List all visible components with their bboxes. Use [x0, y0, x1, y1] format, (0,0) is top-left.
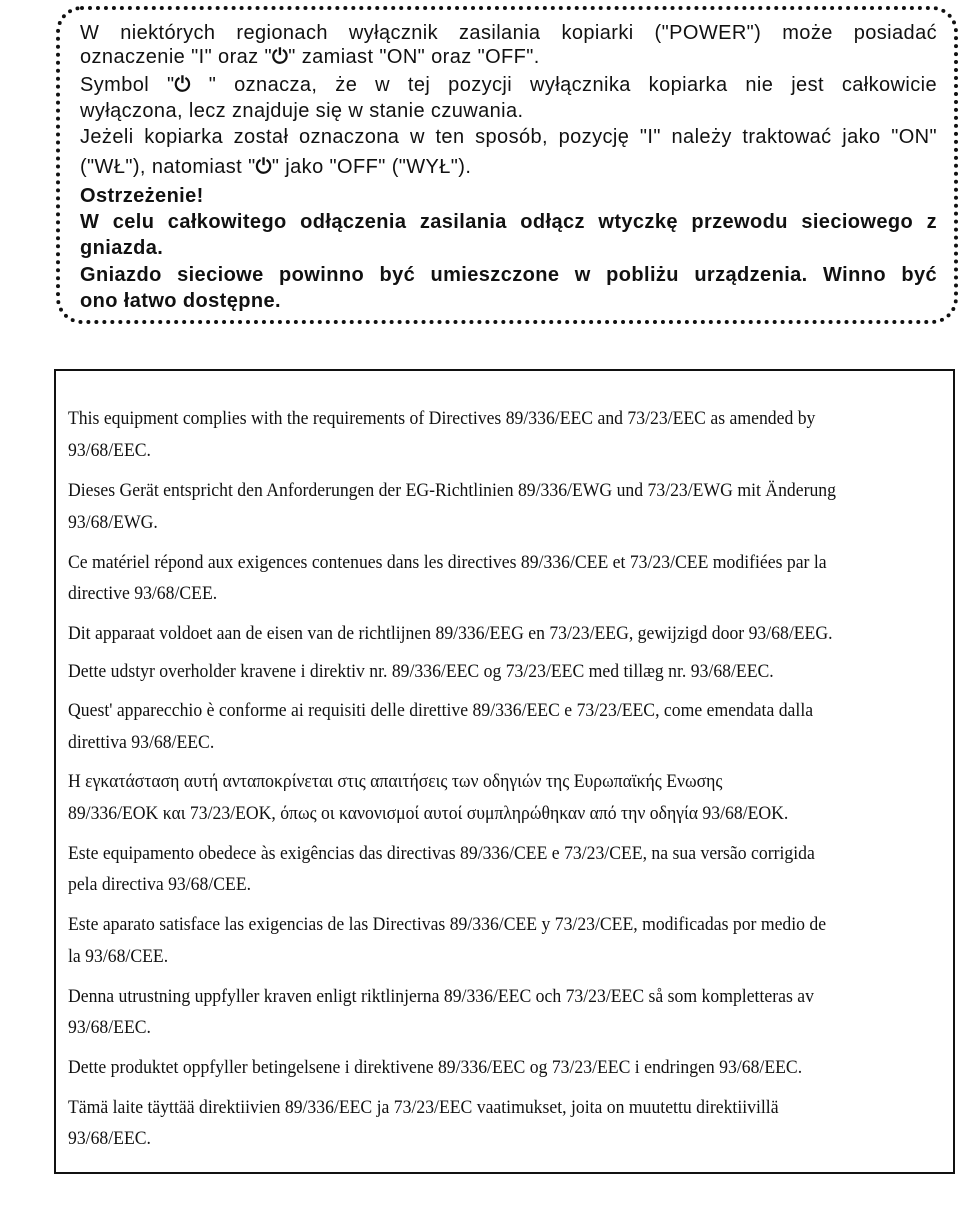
- directive-line: 93/68/EEC.: [68, 1017, 151, 1038]
- power-standby-icon: ⏻: [272, 46, 289, 68]
- notice-line: wyłączona, lecz znajduje się w stanie czuwania.: [80, 100, 524, 122]
- directive-line: 93/68/EWG.: [68, 512, 158, 533]
- directive-line: direttiva 93/68/EEC.: [68, 732, 215, 753]
- directive-line: Η εγκατάσταση αυτή ανταποκρίνεται στις απαιτήσεις των οδηγιών της Ευρωπαϊκής Ενωσης: [68, 771, 723, 792]
- notice-line: oznaczenie "I" oraz "⏻" zamiast "ON" oraz "OFF".: [80, 46, 540, 68]
- directive-line: Dette udstyr overholder kravene i direktiv nr. 89/336/EEC og 73/23/EEC med tillæg nr. 93/68/EEC.: [68, 661, 774, 682]
- power-standby-icon: ⏻: [255, 156, 272, 178]
- directive-line: 93/68/EEC.: [68, 440, 151, 461]
- warning-line: gniazda.: [80, 237, 164, 259]
- directive-line: Este aparato satisface las exigencias de las Directivas 89/336/CEE y 73/23/CEE, modificadas por medio de: [68, 914, 827, 935]
- directive-line: Dieses Gerät entspricht den Anforderungen der EG-Richtlinien 89/336/EWG und 73/23/EWG mit Änderung: [68, 480, 836, 501]
- warning-line: Gniazdo sieciowe powinno być umieszczone w pobliżu urządzenia. Winno być: [80, 264, 937, 286]
- warning-line: W celu całkowitego odłączenia zasilania odłącz wtyczkę przewodu sieciowego z: [80, 211, 937, 233]
- directive-line: la 93/68/CEE.: [68, 946, 169, 967]
- directive-line: 93/68/EEC.: [68, 1128, 151, 1149]
- notice-line: Symbol "⏻ " oznacza, że w tej pozycji wyłącznika kopiarka nie jest całkowicie: [80, 74, 938, 96]
- directive-line: directive 93/68/CEE.: [68, 583, 218, 604]
- notice-line: ("WŁ"), natomiast "⏻" jako "OFF" ("WYŁ").: [80, 156, 472, 178]
- directive-line: Ce matériel répond aux exigences contenues dans les directives 89/336/CEE et 73/23/CEE modifiées par la: [68, 552, 827, 573]
- notice-line: Jeżeli kopiarka został oznaczona w ten sposób, pozycję "I" należy traktować jako "ON": [80, 126, 937, 148]
- directive-line: Quest' apparecchio è conforme ai requisiti delle direttive 89/336/EEC e 73/23/EEC, come emendata dalla: [68, 700, 814, 721]
- directive-line: Este equipamento obedece às exigências das directivas 89/336/CEE e 73/23/CEE, na sua versão corrigida: [68, 843, 815, 864]
- directive-line: Denna utrustning uppfyller kraven enligt riktlinjerna 89/336/EEC och 73/23/EEC så som kompletteras av: [68, 986, 814, 1007]
- warning-line: ono łatwo dostępne.: [80, 290, 281, 312]
- directive-line: 89/336/ΕΟΚ και 73/23/ΕΟΚ, όπως οι κανονισμοί αυτοί συμπληρώθηκαν από την οδηγία 93/68/ΕΟΚ.: [68, 803, 789, 824]
- notice-line: W niektórych regionach wyłącznik zasilania kopiarki ("POWER") może posiadać: [80, 22, 937, 44]
- directive-line: Dit apparaat voldoet aan de eisen van de richtlijnen 89/336/EEG en 73/23/EEG, gewijzigd door 93/68/EEG.: [68, 623, 833, 644]
- directive-line: pela directiva 93/68/CEE.: [68, 874, 252, 895]
- directive-line: Dette produktet oppfyller betingelsene i direktivene 89/336/EEC og 73/23/EEC i endringen 93/68/EEC.: [68, 1057, 803, 1078]
- directive-line: This equipment complies with the requirements of Directives 89/336/EEC and 73/23/EEC as amended by: [68, 408, 816, 429]
- warning-heading: Ostrzeżenie!: [80, 185, 204, 207]
- directive-line: Tämä laite täyttää direktiivien 89/336/EEC ja 73/23/EEC vaatimukset, joita on muutettu direktiivillä: [68, 1097, 779, 1118]
- power-standby-icon: ⏻: [174, 74, 191, 96]
